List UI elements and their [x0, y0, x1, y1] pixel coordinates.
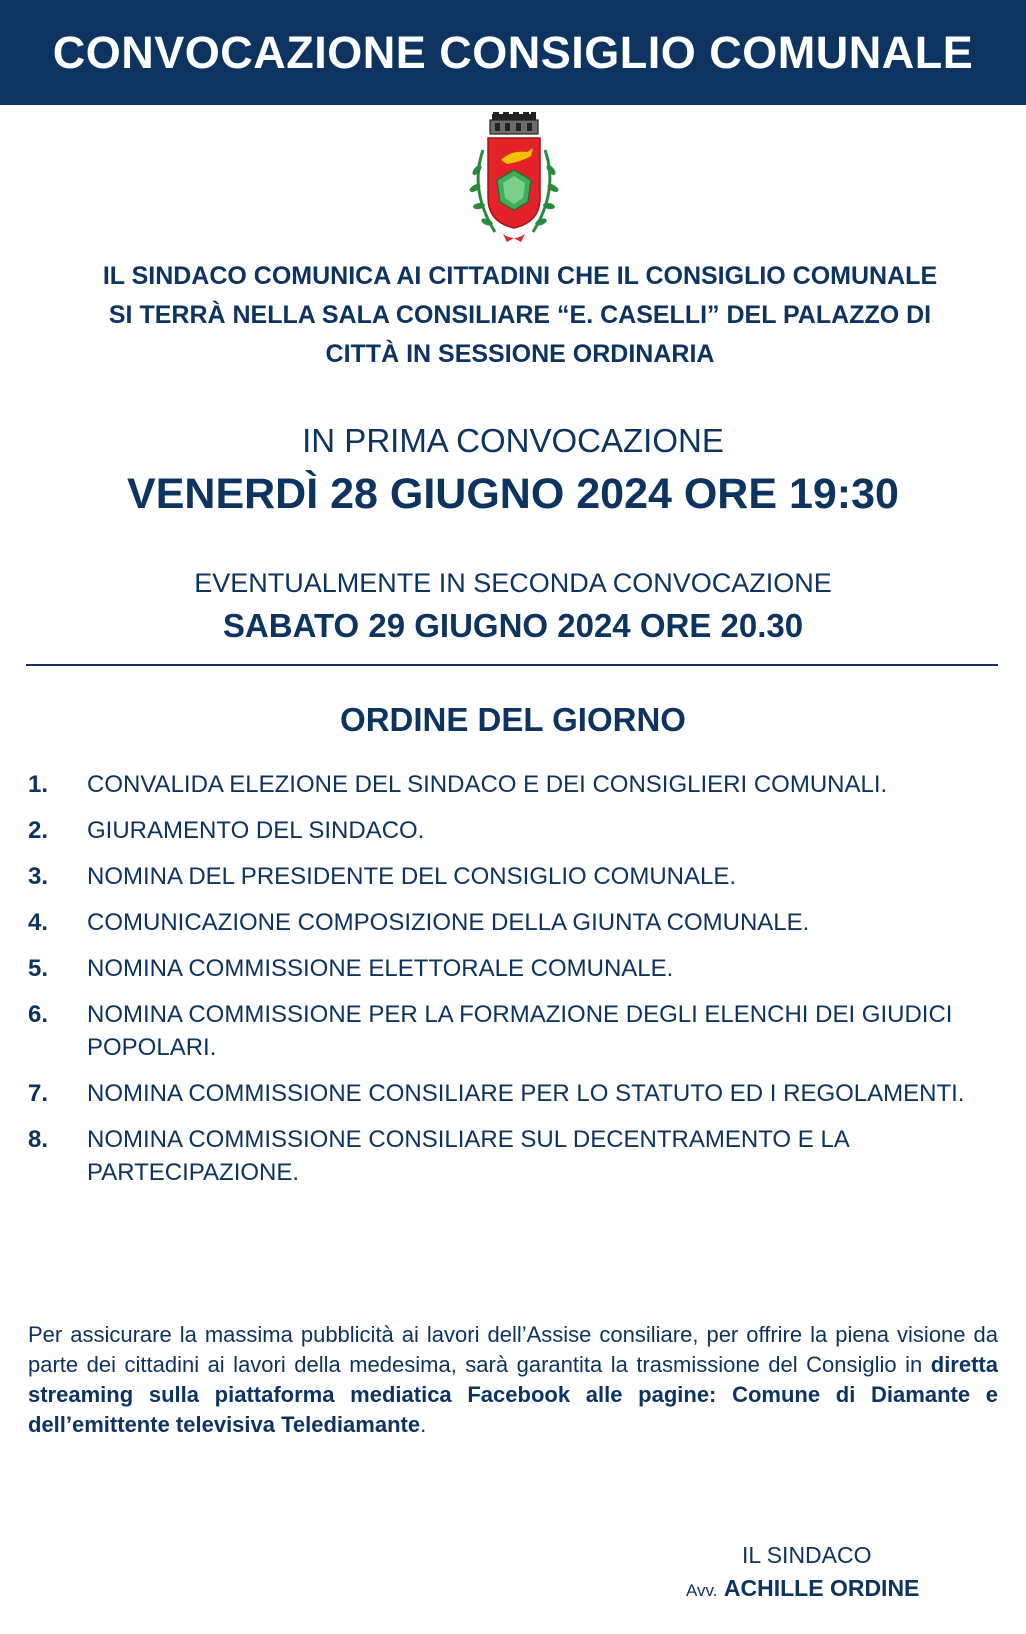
notice-end: . [420, 1412, 427, 1437]
agenda-title: ORDINE DEL GIORNO [340, 701, 686, 738]
agenda-item-text: CONVALIDA ELEZIONE DEL SINDACO E DEI CONSIGLIERI COMUNALI. [87, 771, 888, 798]
agenda-item-number: 2. [28, 817, 49, 844]
agenda-item [28, 860, 988, 893]
agenda-item [28, 998, 988, 1064]
agenda-item-number: 4. [28, 909, 49, 936]
notice-text: Per assicurare la massima pubblicità ai lavori dell’Assise consiliare, per offrire la piena visione da parte dei cittadini ai lavori della medesima, sarà garantita la trasmissione del Consiglio in [28, 1322, 998, 1377]
coat-of-arms-icon [455, 110, 573, 250]
agenda-item [28, 814, 988, 847]
divider [26, 664, 998, 666]
signature-prefix: Avv. [686, 1581, 718, 1600]
second-convocation-date: SABATO 29 GIUGNO 2024 ORE 20.30 [222, 607, 804, 644]
agenda-item-number: 1. [28, 771, 49, 798]
notice-bold-text: diretta streaming sulla piattaforma mediatica Facebook alle pagine: Comune di Diamante e dell’emittente televisiva Telediamante [28, 1352, 998, 1437]
signature-name [686, 1575, 919, 1602]
agenda-item-number: 3. [28, 863, 49, 890]
streaming-notice [28, 1320, 998, 1440]
agenda-item [28, 1077, 988, 1110]
second-convocation-label: EVENTUALMENTE IN SECONDA CONVOCAZIONE [194, 568, 832, 598]
first-convocation-date: VENERDÌ 28 GIUGNO 2024 ORE 19:30 [127, 470, 899, 518]
agenda-item-text: NOMINA COMMISSIONE CONSILIARE PER LO STATUTO ED I REGOLAMENTI. [87, 1080, 965, 1107]
intro-line: SI TERRÀ NELLA SALA CONSILIARE “E. CASELLI” DEL PALAZZO DI [108, 301, 932, 329]
page-title: CONVOCAZIONE CONSIGLIO COMUNALE [52, 26, 974, 78]
agenda-item-text: NOMINA COMMISSIONE CONSILIARE SUL DECENTRAMENTO E LA PARTECIPAZIONE. [87, 1126, 849, 1186]
intro-text [30, 257, 1010, 374]
agenda-item-text: COMUNICAZIONE COMPOSIZIONE DELLA GIUNTA COMUNALE. [87, 909, 810, 936]
agenda-item-number: 8. [28, 1126, 49, 1153]
agenda-item [28, 768, 988, 801]
header-banner [0, 0, 1026, 105]
agenda-item-text: NOMINA DEL PRESIDENTE DEL CONSIGLIO COMUNALE. [87, 863, 737, 890]
intro-line: IL SINDACO COMUNICA AI CITTADINI CHE IL CONSIGLIO COMUNALE [102, 262, 938, 290]
agenda-item [28, 1123, 988, 1189]
agenda-item-text: NOMINA COMMISSIONE ELETTORALE COMUNALE. [87, 955, 674, 982]
agenda-item [28, 952, 988, 985]
agenda-list [28, 768, 988, 1202]
signature-full-name: ACHILLE ORDINE [723, 1575, 920, 1601]
agenda-item-number: 5. [28, 955, 49, 982]
signature-title: IL SINDACO [742, 1542, 872, 1568]
agenda-item-text: NOMINA COMMISSIONE PER LA FORMAZIONE DEGLI ELENCHI DEI GIUDICI POPOLARI. [87, 1001, 953, 1061]
agenda-item-number: 7. [28, 1080, 49, 1107]
agenda-item-number: 6. [28, 1001, 49, 1028]
agenda-item-text: GIURAMENTO DEL SINDACO. [87, 817, 425, 844]
agenda-item [28, 906, 988, 939]
intro-line: CITTÀ IN SESSIONE ORDINARIA [325, 340, 715, 368]
first-convocation-label: IN PRIMA CONVOCAZIONE [302, 422, 724, 459]
